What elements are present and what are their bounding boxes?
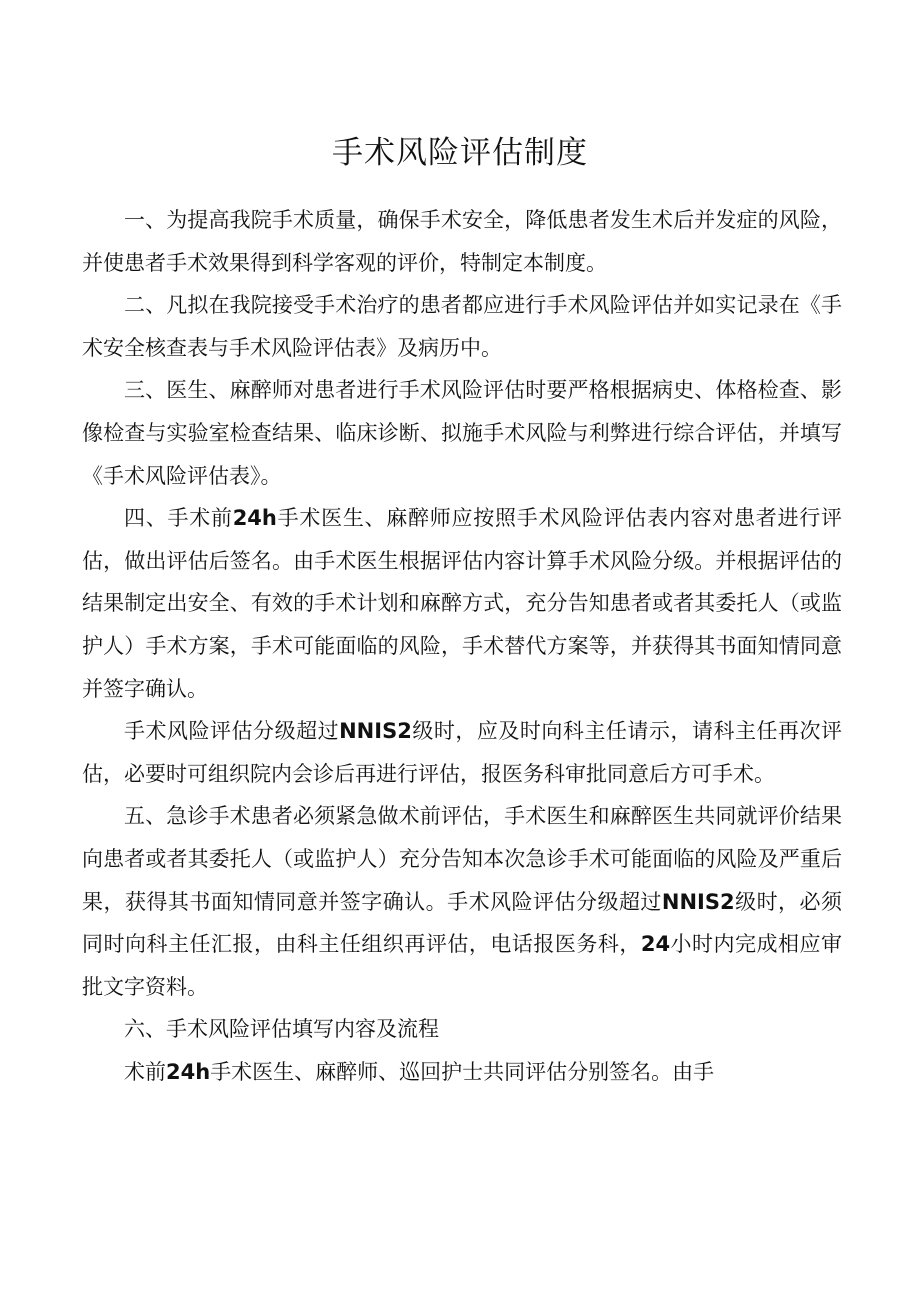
paragraph-8-text-c: 手术医生、麻醉师、巡回护士共同评估分别签名。由手 [210, 1059, 715, 1084]
paragraph-8-bold-time: 24h [166, 1059, 211, 1084]
paragraph-6-text-c: 级时，必须同时向科主任汇报，由科主任组织再评估，电话报医务科， [82, 889, 842, 957]
paragraph-6 [82, 795, 842, 1008]
paragraph-5-text-c: 级时，应及时向科主任请示，请科主任再次评估，必要时可组织院内会诊后再进行评估，报医务科审批同意后方可手术。 [82, 719, 843, 786]
paragraph-6-bold-grade: NNIS2 [661, 889, 735, 914]
paragraph-4 [82, 497, 842, 710]
paragraph-4-text-c: 手术医生、麻醉师应按照手术风险评估表内容对患者进行评估，做出评估后签名。由手术医生根据评估内容计算手术风险分级。并根据评估的结果制定出安全、有效的手术计划和麻醉方式，充分告知患者或者其委托人（或监护人）手术方案，手术可能面临的风险，手术替代方案等，并获得其书面知情同意并签字确认。 [82, 506, 843, 701]
paragraph-2: 二、凡拟在我院接受手术治疗的患者都应进行手术风险评估并如实记录在《手术安全核查表与手术风险评估表》及病历中。 [82, 293, 842, 360]
document-body [82, 199, 842, 1093]
paragraph-5-bold-grade: NNIS2 [339, 719, 412, 744]
paragraph-8-text-a: 术前 [124, 1059, 166, 1084]
paragraph-6-text-e: 小时内完成相应审批文字资料。 [82, 932, 843, 999]
document-title: 手术风险评估制度 [332, 135, 588, 171]
paragraph-5 [82, 710, 842, 795]
paragraph-8 [82, 1051, 842, 1094]
paragraph-7: 六、手术风险评估填写内容及流程 [124, 1017, 439, 1042]
paragraph-4-text-a: 四、手术前 [124, 506, 233, 531]
paragraph-3: 三、医生、麻醉师对患者进行手术风险评估时要严格根据病史、体格检查、影像检查与实验室检查结果、临床诊断、拟施手术风险与利弊进行综合评估，并填写《手术风险评估表》。 [82, 378, 842, 488]
paragraph-6-bold-hours: 24 [640, 932, 671, 957]
paragraph-1: 一、为提高我院手术质量，确保手术安全，降低患者发生术后并发症的风险，并使患者手术效果得到科学客观的评价，特制定本制度。 [82, 208, 842, 275]
paragraph-4-bold-time: 24h [232, 506, 277, 531]
paragraph-6-text-a: 五、急诊手术患者必须紧急做术前评估，手术医生和麻醉医生共同就评价结果向患者或者其委托人（或监护人）充分告知本次急诊手术可能面临的风险及严重后果，获得其书面知情同意并签字确认。手术风险评估分级超过 [82, 804, 842, 914]
paragraph-5-text-a: 手术风险评估分级超过 [124, 719, 340, 744]
